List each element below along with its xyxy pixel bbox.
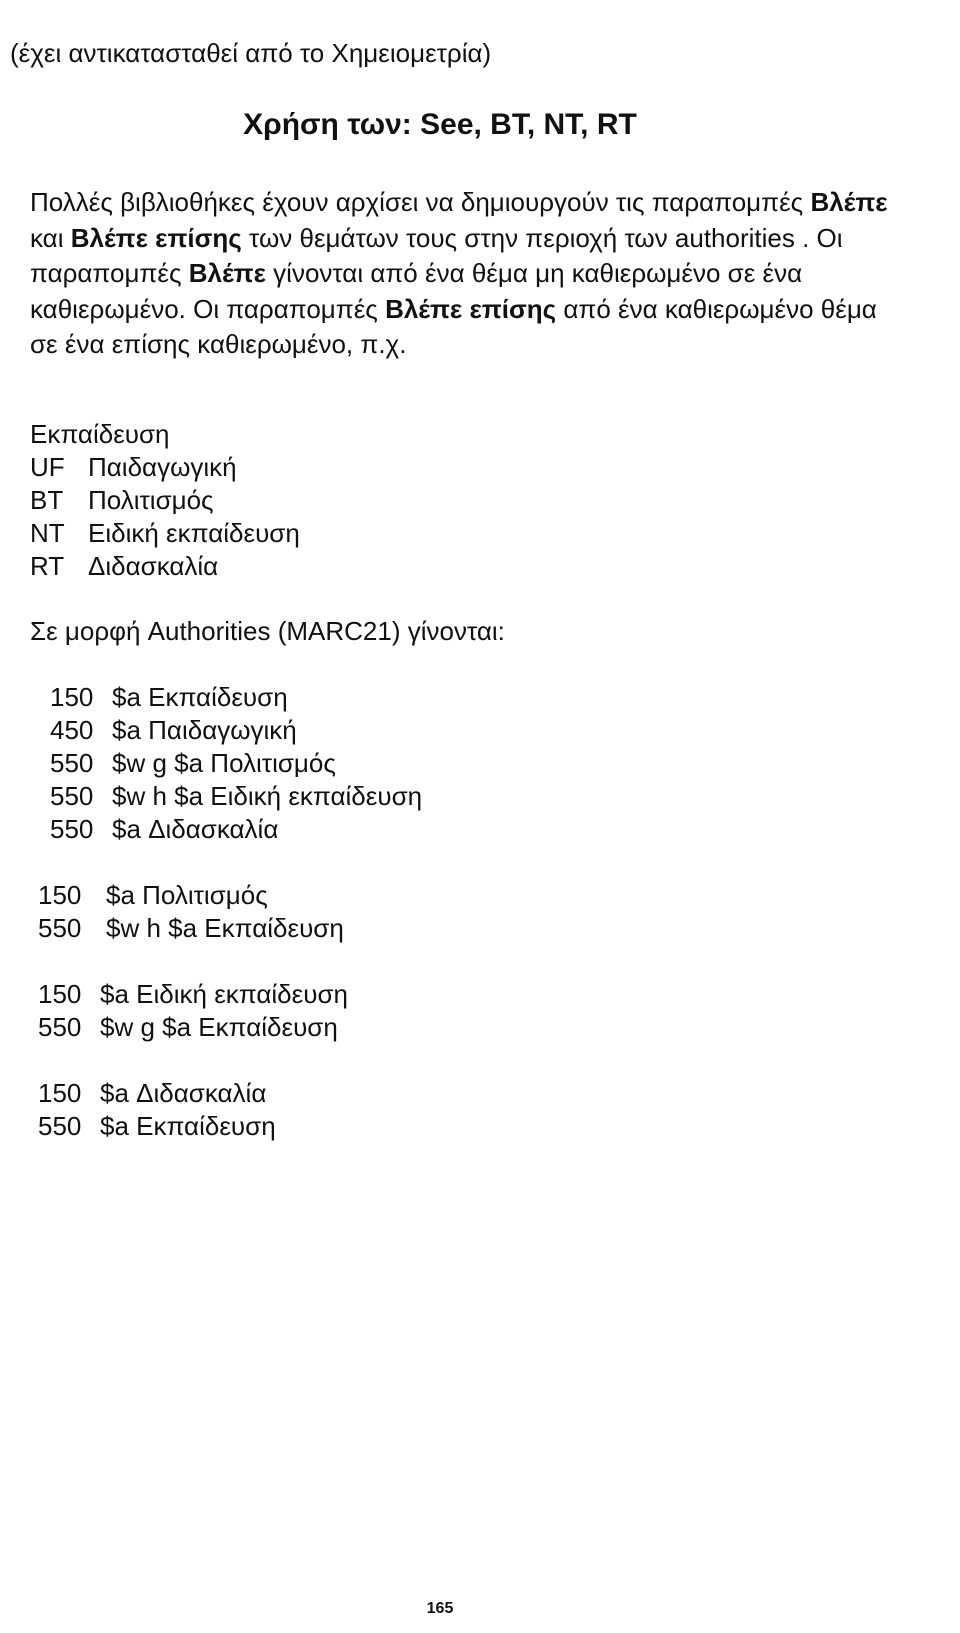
marc-field [50, 780, 422, 813]
body-paragraph [30, 185, 890, 363]
marc-tag: 550 [38, 913, 82, 943]
relation-code: NT [30, 518, 65, 548]
section-heading: Χρήση των: See, BT, NT, RT [243, 108, 637, 141]
marc-field [38, 912, 344, 945]
marc-value: $a Παιδαγωγική [112, 715, 297, 745]
paragraph-bold-text: Βλέπε [810, 187, 888, 217]
marc-tag: 150 [38, 880, 82, 910]
marc-field [38, 879, 268, 912]
marc-field [38, 978, 348, 1011]
paragraph-text: των θεμάτων τους στην περιοχή των authorities . Οι παραπομπές [30, 222, 843, 288]
marc-value: $a Διδασκαλία [100, 1078, 267, 1108]
marc-value: $a Εκπαίδευση [100, 1111, 276, 1141]
relation-row [30, 517, 300, 550]
marc-field [50, 681, 288, 714]
marc-tag: 550 [50, 781, 94, 811]
marc-field [38, 1011, 338, 1044]
marc-value: $w h $a Ειδική εκπαίδευση [112, 781, 423, 811]
paragraph-bold-text: Βλέπε [188, 258, 266, 288]
marc-value: $a Διδασκαλία [112, 814, 279, 844]
marc-tag: 150 [50, 682, 94, 712]
relation-code: UF [30, 452, 65, 482]
marc-value: $a Ειδική εκπαίδευση [100, 979, 348, 1009]
marc-field [38, 1077, 266, 1110]
marc-tag: 450 [50, 715, 94, 745]
marc-intro: Σε μορφή Authorities (MARC21) γίνονται: [30, 616, 505, 646]
marc-tag: 550 [38, 1111, 82, 1141]
marc-value: $w g $a Εκπαίδευση [100, 1012, 338, 1042]
relation-row [30, 484, 214, 517]
intro-line: (έχει αντικατασταθεί από το Χημειομετρία) [10, 38, 492, 68]
relation-code: RT [30, 551, 65, 581]
marc-value: $a Εκπαίδευση [112, 682, 288, 712]
paragraph-bold-text: Βλέπε επίσης [70, 222, 242, 253]
paragraph-text: γίνονται από ένα θέμα μη καθιερωμένο σε ένα καθιερωμένο. Οι παραπομπές [30, 258, 803, 324]
paragraph-text: από ένα καθιερωμένο θέμα σε ένα επίσης καθιερωμένο, π.χ. [30, 293, 877, 359]
paragraph-bold-text: Βλέπε επίσης [385, 293, 557, 324]
relation-row [30, 550, 218, 583]
marc-field [50, 747, 336, 780]
relation-value: Ειδική εκπαίδευση [88, 518, 300, 548]
marc-tag: 150 [38, 979, 82, 1009]
page-number: 165 [426, 1600, 454, 1617]
marc-tag: 150 [38, 1078, 82, 1108]
example-term: Εκπαίδευση [30, 419, 170, 449]
paragraph-text: Πολλές βιβλιοθήκες έχουν αρχίσει να δημιουργούν τις παραπομπές [30, 187, 811, 217]
paragraph-text: και [30, 222, 71, 253]
relation-row [30, 451, 237, 484]
marc-field [50, 813, 278, 846]
relation-value: Διδασκαλία [88, 551, 219, 581]
marc-tag: 550 [38, 1012, 82, 1042]
marc-tag: 550 [50, 748, 94, 778]
marc-value: $w g $a Πολιτισμός [112, 748, 336, 778]
marc-field [38, 1110, 276, 1143]
marc-value: $w h $a Εκπαίδευση [106, 913, 344, 943]
relation-value: Παιδαγωγική [88, 452, 237, 482]
marc-tag: 550 [50, 814, 94, 844]
relation-value: Πολιτισμός [88, 485, 214, 515]
marc-value: $a Πολιτισμός [106, 880, 268, 910]
relation-code: BT [30, 485, 64, 515]
marc-field [50, 714, 297, 747]
